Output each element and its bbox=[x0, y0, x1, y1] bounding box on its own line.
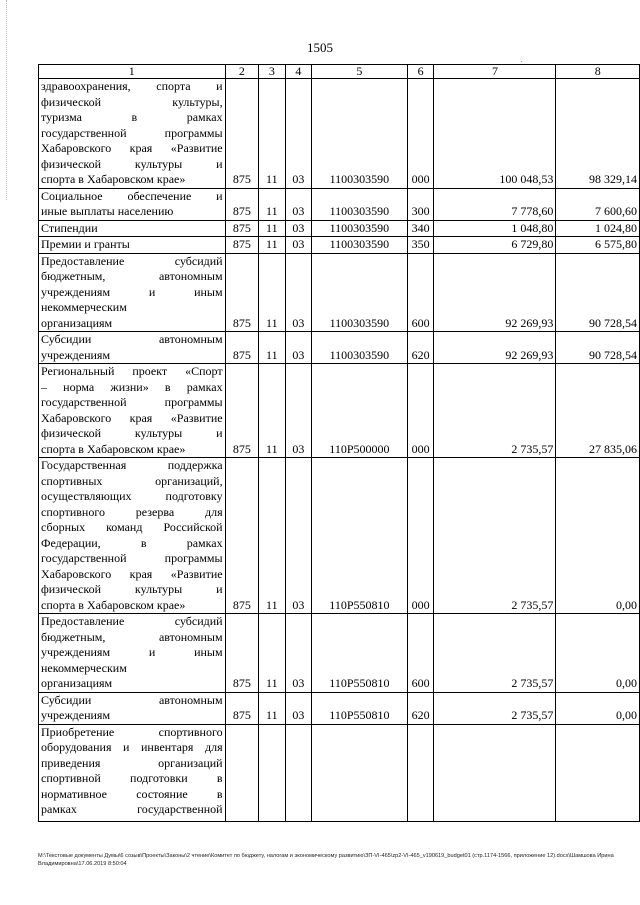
section-code-cell bbox=[259, 724, 286, 821]
header-cell: 4 bbox=[285, 65, 312, 79]
subsection-code-cell: 03 bbox=[285, 79, 312, 189]
table-row bbox=[39, 332, 640, 364]
subsection-code-cell: 03 bbox=[285, 220, 312, 237]
section-code-cell: 11 bbox=[259, 458, 286, 614]
row-name-line: Субсидии автономным bbox=[41, 332, 223, 346]
glava-code-cell: 875 bbox=[225, 332, 258, 364]
section-code-cell: 11 bbox=[259, 79, 286, 189]
row-name-line: некоммерческим bbox=[41, 300, 127, 314]
row-name-line: государственной программы bbox=[41, 551, 223, 565]
row-name-cell bbox=[39, 332, 226, 364]
header-cell: 7 bbox=[434, 65, 556, 79]
header-cell: 5 bbox=[312, 65, 408, 79]
expense-type-cell: 000 bbox=[407, 79, 434, 189]
expense-type-cell: 340 bbox=[407, 220, 434, 237]
subsection-code-cell: 03 bbox=[285, 364, 312, 458]
amount-2020-cell: 2 735,57 bbox=[434, 458, 556, 614]
amount-2020-cell: 1 048,80 bbox=[434, 220, 556, 237]
row-name-line: учреждениям bbox=[41, 347, 111, 362]
amount-2021-cell: 90 728,54 bbox=[556, 332, 640, 364]
section-code-cell: 11 bbox=[259, 253, 286, 332]
amount-2021-cell: 27 835,06 bbox=[556, 364, 640, 458]
table-row bbox=[39, 253, 640, 332]
target-article-cell: 1100303590 bbox=[312, 188, 408, 220]
row-name-cell bbox=[39, 237, 226, 254]
row-name-line: Хабаровского края «Развитие bbox=[41, 410, 223, 425]
expense-type-cell: 350 bbox=[407, 237, 434, 254]
expense-type-cell: 620 bbox=[407, 332, 434, 364]
budget-table bbox=[38, 64, 640, 822]
row-name-line: государственной программы bbox=[41, 395, 223, 409]
row-name-line: организациям bbox=[41, 676, 113, 690]
target-article-cell: 1100303590 bbox=[312, 332, 408, 364]
expense-type-cell: 600 bbox=[407, 614, 434, 693]
header-cell: 1 bbox=[39, 65, 226, 79]
target-article-cell: 1100303590 bbox=[312, 220, 408, 237]
row-name-line: нормативное состояние в bbox=[41, 786, 223, 801]
target-article-cell: 1100303590 bbox=[312, 237, 408, 254]
row-name-line: осуществляющих подготовку bbox=[41, 489, 223, 503]
amount-2020-cell: 92 269,93 bbox=[434, 332, 556, 364]
row-name-line: туризма в рамках bbox=[41, 110, 223, 124]
row-name-line: организациям bbox=[41, 315, 113, 330]
glava-code-cell: 875 bbox=[225, 614, 258, 693]
expense-type-cell: 300 bbox=[407, 188, 434, 220]
subsection-code-cell: 03 bbox=[285, 188, 312, 220]
glava-code-cell: 875 bbox=[225, 79, 258, 189]
document-path-footer: M:\Текстовые документы Думы\6 созыв\Проекты\Законы\2 чтение\Комитет по бюджету, налогам и экономическому развитию\ЗП-VI-465\zp2-VI-465_v190619_budget01 (стр.1174-1566, приложение 12).docx\Шамшова Ирина Владимировна\17.06.2019 8:50:04 bbox=[38, 853, 614, 867]
row-name-line: Предоставление субсидий bbox=[41, 614, 223, 628]
glava-code-cell: 875 bbox=[225, 253, 258, 332]
row-name-line: спортивных организаций, bbox=[41, 473, 223, 488]
expense-type-cell: 000 bbox=[407, 364, 434, 458]
row-name-line: рамках государственной bbox=[41, 802, 223, 816]
scan-edge-mark bbox=[6, 0, 8, 200]
subsection-code-cell: 03 bbox=[285, 614, 312, 693]
row-name-line: Предоставление субсидий bbox=[41, 253, 223, 268]
amount-2021-cell: 0,00 bbox=[556, 614, 640, 693]
row-name-line: Стипендии bbox=[41, 220, 98, 235]
row-name-line: Хабаровского края «Развитие bbox=[41, 566, 223, 581]
section-code-cell: 11 bbox=[259, 364, 286, 458]
table-row bbox=[39, 237, 640, 254]
amount-2021-cell: 98 329,14 bbox=[556, 79, 640, 189]
expense-type-cell: 620 bbox=[407, 692, 434, 724]
row-name-line: Премии и гранты bbox=[41, 237, 130, 251]
row-name-line: спорта в Хабаровском крае» bbox=[41, 441, 186, 456]
amount-2021-cell: 90 728,54 bbox=[556, 253, 640, 332]
amount-2020-cell: 92 269,93 bbox=[434, 253, 556, 332]
amount-2020-cell: 100 048,53 bbox=[434, 79, 556, 189]
amount-2021-cell: 7 600,60 bbox=[556, 188, 640, 220]
target-article-cell: 110P550810 bbox=[312, 458, 408, 614]
header-cell: 2 bbox=[225, 65, 258, 79]
glava-code-cell bbox=[225, 724, 258, 821]
section-code-cell: 11 bbox=[259, 237, 286, 254]
row-name-line: сборных команд Российской bbox=[41, 520, 223, 534]
table-row bbox=[39, 188, 640, 220]
row-name-line: приведения организаций bbox=[41, 755, 223, 770]
section-code-cell: 11 bbox=[259, 188, 286, 220]
row-name-cell bbox=[39, 614, 226, 693]
target-article-cell: 1100303590 bbox=[312, 253, 408, 332]
row-name-line: спортивной подготовки в bbox=[41, 771, 223, 785]
row-name-line: Государственная поддержка bbox=[41, 458, 223, 472]
target-article-cell: 1100303590 bbox=[312, 79, 408, 189]
amount-2020-cell: 2 735,57 bbox=[434, 364, 556, 458]
row-name-line: Приобретение спортивного bbox=[41, 724, 223, 739]
glava-code-cell: 875 bbox=[225, 364, 258, 458]
row-name-line: Социальное обеспечение и bbox=[41, 188, 223, 203]
subsection-code-cell: 03 bbox=[285, 458, 312, 614]
row-name-line: бюджетным, автономным bbox=[41, 269, 223, 283]
section-code-cell: 11 bbox=[259, 614, 286, 693]
row-name-line: Региональный проект «Спорт bbox=[41, 364, 223, 378]
amount-2020-cell: 7 778,60 bbox=[434, 188, 556, 220]
row-name-line: спорта в Хабаровском крае» bbox=[41, 172, 186, 186]
table-row bbox=[39, 724, 640, 821]
target-article-cell: 110P550810 bbox=[312, 614, 408, 693]
amount-2021-cell: 6 575,80 bbox=[556, 237, 640, 254]
row-name-cell bbox=[39, 79, 226, 189]
row-name-line: учреждениям bbox=[41, 708, 111, 722]
target-article-cell: 110P550810 bbox=[312, 692, 408, 724]
row-name-line: Субсидии автономным bbox=[41, 692, 223, 707]
subsection-code-cell: 03 bbox=[285, 332, 312, 364]
glava-code-cell: 875 bbox=[225, 458, 258, 614]
expense-type-cell: 000 bbox=[407, 458, 434, 614]
amount-2020-cell: 2 735,57 bbox=[434, 692, 556, 724]
section-code-cell: 11 bbox=[259, 692, 286, 724]
table-row bbox=[39, 220, 640, 237]
scan-dot: . bbox=[521, 58, 523, 64]
expense-type-cell: 600 bbox=[407, 253, 434, 332]
target-article-cell: 110P500000 bbox=[312, 364, 408, 458]
row-name-cell bbox=[39, 724, 226, 821]
row-name-cell bbox=[39, 253, 226, 332]
row-name-line: физической культуры, bbox=[41, 94, 223, 109]
row-name-line: спортивного резерва для bbox=[41, 504, 223, 519]
table-row bbox=[39, 614, 640, 693]
expense-type-cell bbox=[407, 724, 434, 821]
row-name-cell bbox=[39, 220, 226, 237]
row-name-line: Федерации, в рамках bbox=[41, 535, 223, 550]
glava-code-cell: 875 bbox=[225, 188, 258, 220]
header-cell: 3 bbox=[259, 65, 286, 79]
row-name-cell bbox=[39, 458, 226, 614]
page-number: 1505 bbox=[307, 40, 333, 55]
amount-2020-cell: 2 735,57 bbox=[434, 614, 556, 693]
subsection-code-cell bbox=[285, 724, 312, 821]
table-row bbox=[39, 79, 640, 189]
glava-code-cell: 875 bbox=[225, 692, 258, 724]
glava-code-cell: 875 bbox=[225, 220, 258, 237]
table-body bbox=[39, 65, 640, 822]
row-name-line: физической культуры и bbox=[41, 156, 223, 171]
amount-2020-cell bbox=[434, 724, 556, 821]
subsection-code-cell: 03 bbox=[285, 692, 312, 724]
amount-2021-cell: 0,00 bbox=[556, 692, 640, 724]
row-name-line: некоммерческим bbox=[41, 660, 127, 675]
section-code-cell: 11 bbox=[259, 220, 286, 237]
row-name-line: Хабаровского края «Развитие bbox=[41, 141, 223, 155]
row-name-line: государственной программы bbox=[41, 125, 223, 140]
row-name-line: оборудования и инвентаря для bbox=[41, 740, 223, 754]
row-name-line: физической культуры и bbox=[41, 582, 223, 596]
row-name-cell bbox=[39, 364, 226, 458]
row-name-line: учреждениям и иным bbox=[41, 645, 223, 659]
target-article-cell bbox=[312, 724, 408, 821]
row-name-line: здравоохранения, спорта и bbox=[41, 79, 223, 93]
row-name-line: бюджетным, автономным bbox=[41, 629, 223, 644]
subsection-code-cell: 03 bbox=[285, 237, 312, 254]
row-name-line: учреждениям и иным bbox=[41, 284, 223, 299]
section-code-cell: 11 bbox=[259, 332, 286, 364]
table-row bbox=[39, 458, 640, 614]
row-name-line: иные выплаты населению bbox=[41, 204, 174, 218]
row-name-cell bbox=[39, 188, 226, 220]
subsection-code-cell: 03 bbox=[285, 253, 312, 332]
row-name-line: – норма жизни» в рамках bbox=[41, 379, 223, 394]
header-cell: 8 bbox=[556, 65, 640, 79]
amount-2021-cell: 1 024,80 bbox=[556, 220, 640, 237]
amount-2021-cell bbox=[556, 724, 640, 821]
amount-2021-cell: 0,00 bbox=[556, 458, 640, 614]
table-row bbox=[39, 364, 640, 458]
row-name-line: спорта в Хабаровском крае» bbox=[41, 597, 186, 612]
amount-2020-cell: 6 729,80 bbox=[434, 237, 556, 254]
header-row bbox=[39, 65, 640, 79]
row-name-cell bbox=[39, 692, 226, 724]
glava-code-cell: 875 bbox=[225, 237, 258, 254]
header-cell: 6 bbox=[407, 65, 434, 79]
row-name-line: физической культуры и bbox=[41, 426, 223, 440]
table-row bbox=[39, 692, 640, 724]
